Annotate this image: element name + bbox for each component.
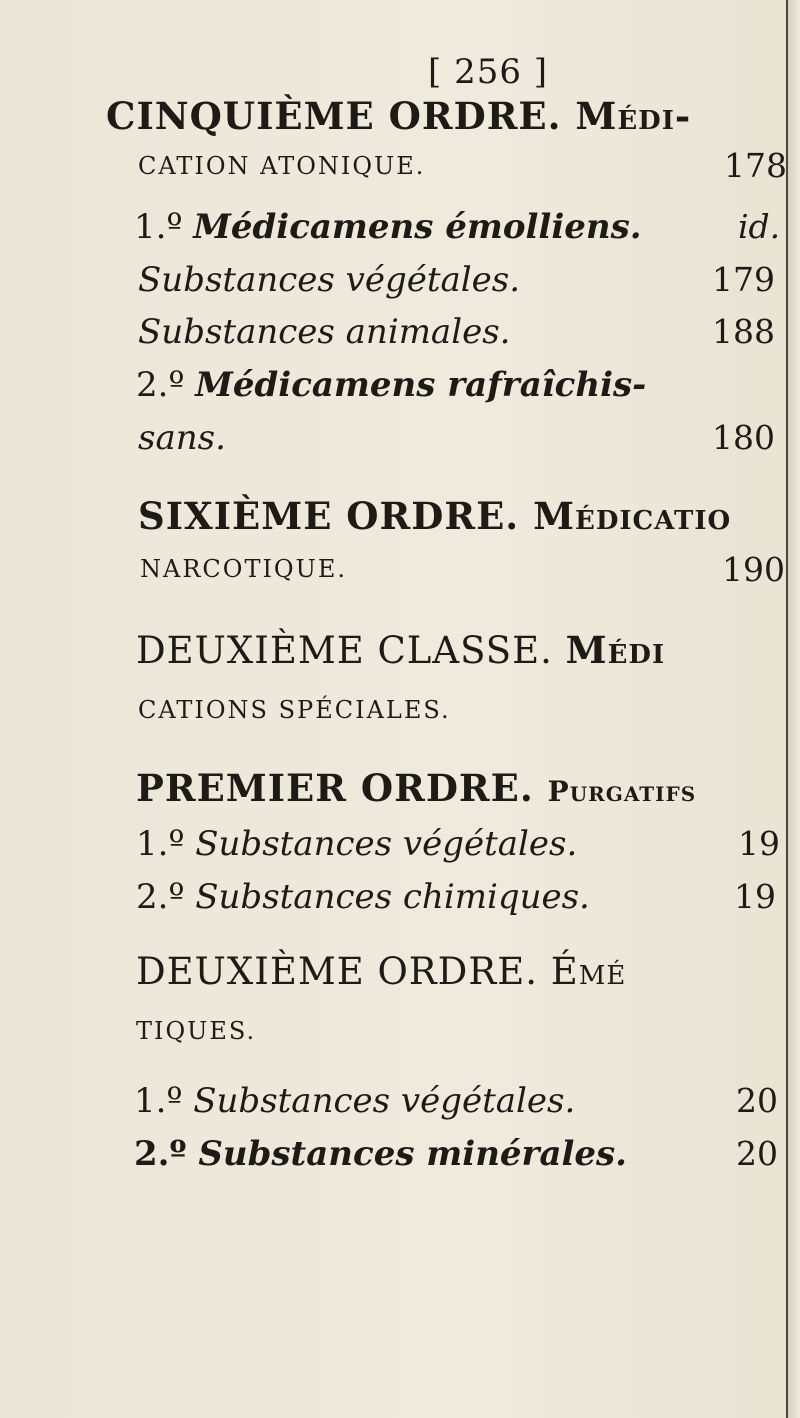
entry-substances-vegetales: 1.º Substances végétales. [134,1081,576,1121]
entry-sans: sans. [138,418,226,458]
entry-medicamens-rafraichissans: 2.º Médicamens rafraîchis- [136,365,647,405]
page-ref: 19 [734,877,776,916]
heading-deuxieme-ordre: DEUXIÈME ORDRE. Émé [136,950,627,993]
entry-substances-minerales: 2.º Substances minérales. [134,1134,628,1174]
entry-medicamens-emolliens: 1.º Médicamens émolliens. [134,207,642,247]
heading-premier-ordre: PREMIER ORDRE. Purgatifs [136,766,697,810]
page-ref: 190 [722,550,785,589]
page-ref: 180 [712,418,775,457]
heading-sixieme-ordre: SIXIÈME ORDRE. Médicatio [138,494,732,538]
page-ref: 188 [712,312,775,351]
page-number: [ 256 ] [428,52,549,92]
page-ref: 178 [724,146,787,185]
subheading-tiques: TIQUES. [136,1017,257,1045]
entry-substances-vegetales: 1.º Substances végétales. [136,824,578,864]
page-edge [786,0,800,1418]
entry-substances-vegetales: Substances végétales. [138,260,521,300]
heading-cinquieme-ordre: CINQUIÈME ORDRE. Médi- [106,94,692,138]
entry-substances-chimiques: 2.º Substances chimiques. [136,877,590,917]
heading-deuxieme-classe: DEUXIÈME CLASSE. Médi [136,628,666,672]
page-ref: 20 [736,1081,778,1120]
subheading-narcotique: NARCOTIQUE. [140,555,347,583]
page-ref: 179 [712,260,775,299]
subheading-cations-speciales: CATIONS SPÉCIALES. [138,696,451,724]
entry-substances-animales: Substances animales. [138,312,511,352]
page-ref: 20 [736,1134,778,1173]
subheading-cation-atonique: CATION ATONIQUE. [138,152,426,180]
page-ref: id. [738,207,781,246]
page-ref: 19 [738,824,780,863]
